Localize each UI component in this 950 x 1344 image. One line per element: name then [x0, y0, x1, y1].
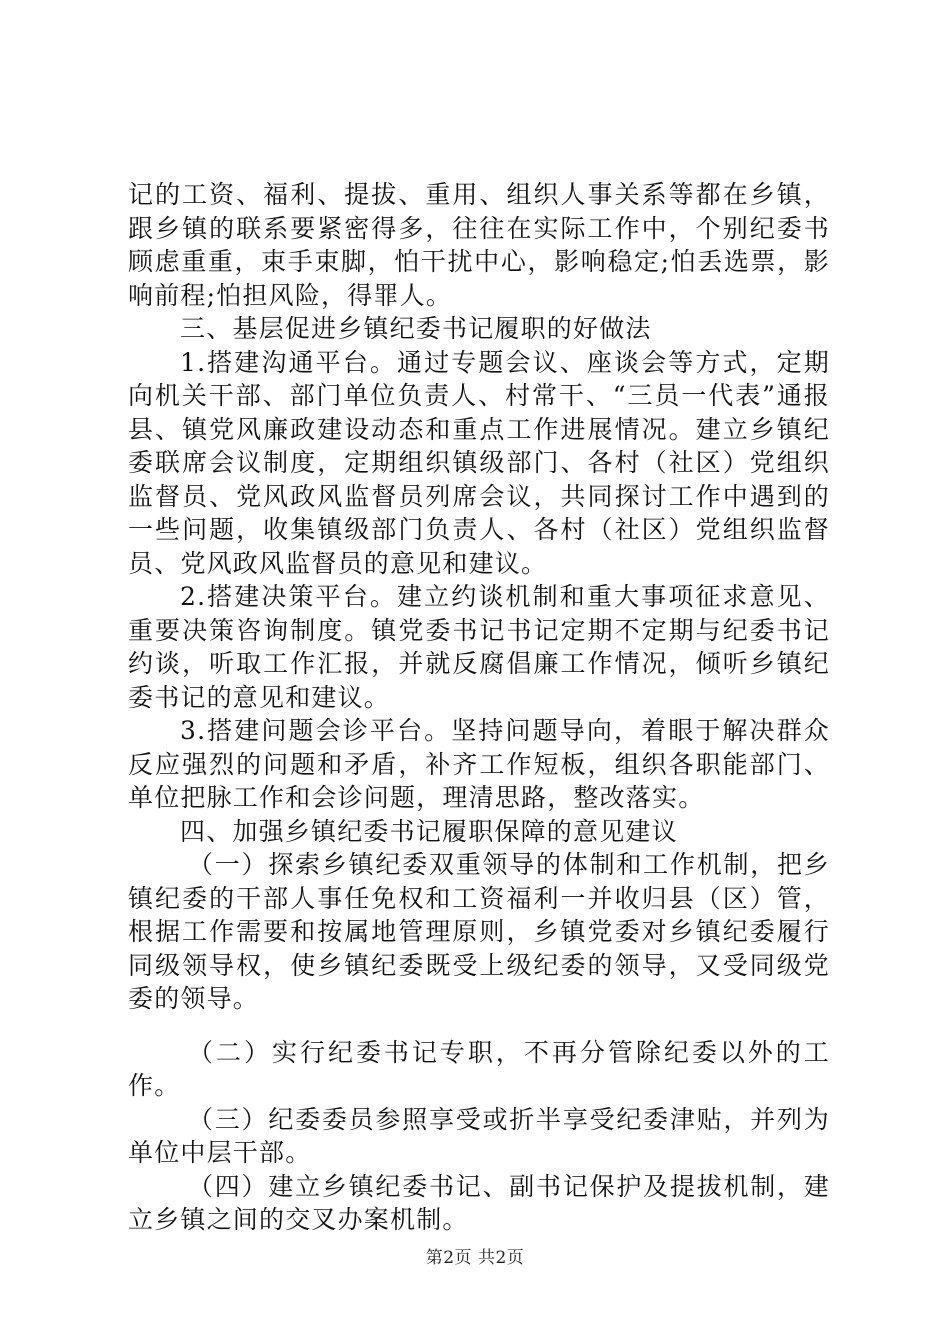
paragraph-suggestion-4: （四）建立乡镇纪委书记、副书记保护及提拔机制，建立乡镇之间的交叉办案机制。	[128, 1171, 830, 1234]
paragraph-item-3: 3.搭建问题会诊平台。坚持问题导向，着眼于解决群众反应强烈的问题和矛盾，补齐工作短板，组织各职能部门、单位把脉工作和会诊问题，理清思路，整改落实。	[128, 716, 830, 812]
paragraph-item-1: 1.搭建沟通平台。通过专题会议、座谈会等方式，定期向机关干部、部门单位负责人、村常干、“三员一代表”通报县、镇党风廉政建设动态和重点工作进展情况。建立乡镇纪委联席会议制度，定期组织镇级部门、各村（社区）党组织监督员、党风政风监督员列席会议，共同探讨工作中遇到的一些问题，收集镇级部门负责人、各村（社区）党组织监督员、党风政风监督员的意见和建议。	[128, 347, 830, 578]
document-body	[128, 178, 830, 1237]
paragraph-continuation: 记的工资、福利、提拔、重用、组织人事关系等都在乡镇，跟乡镇的联系要紧密得多，往往在实际工作中，个别纪委书顾虑重重，束手束脚，怕干扰中心，影响稳定;怕丢选票，影响前程;怕担风险，得罪人。	[128, 180, 830, 310]
section-heading-4: 四、加强乡镇纪委书记履职保障的意见建议	[180, 816, 678, 846]
paragraph-suggestion-2: （二）实行纪委书记专职，不再分管除纪委以外的工作。	[128, 1037, 830, 1100]
paragraph-suggestion-1: （一）探索乡镇纪委双重领导的体制和工作机制，把乡镇纪委的干部人事任免权和工资福利一并收归县（区）管，根据工作需要和按属地管理原则，乡镇党委对乡镇纪委履行同级领导权，使乡镇纪委既受上级纪委的领导，又受同级党委的领导。	[128, 850, 830, 1013]
paragraph-item-2: 2.搭建决策平台。建立约谈机制和重大事项征求意见、重要决策咨询制度。镇党委书记书记定期不定期与纪委书记约谈，听取工作汇报，并就反腐倡廉工作情况，倾听乡镇纪委书记的意见和建议。	[128, 582, 830, 712]
section-heading-3: 三、基层促进乡镇纪委书记履职的好做法	[180, 314, 652, 343]
paragraph-suggestion-3: （三）纪委委员参照享受或折半享受纪委津贴，并列为单位中层干部。	[128, 1104, 830, 1167]
page-number-footer: 第2页 共2页	[425, 1248, 525, 1268]
